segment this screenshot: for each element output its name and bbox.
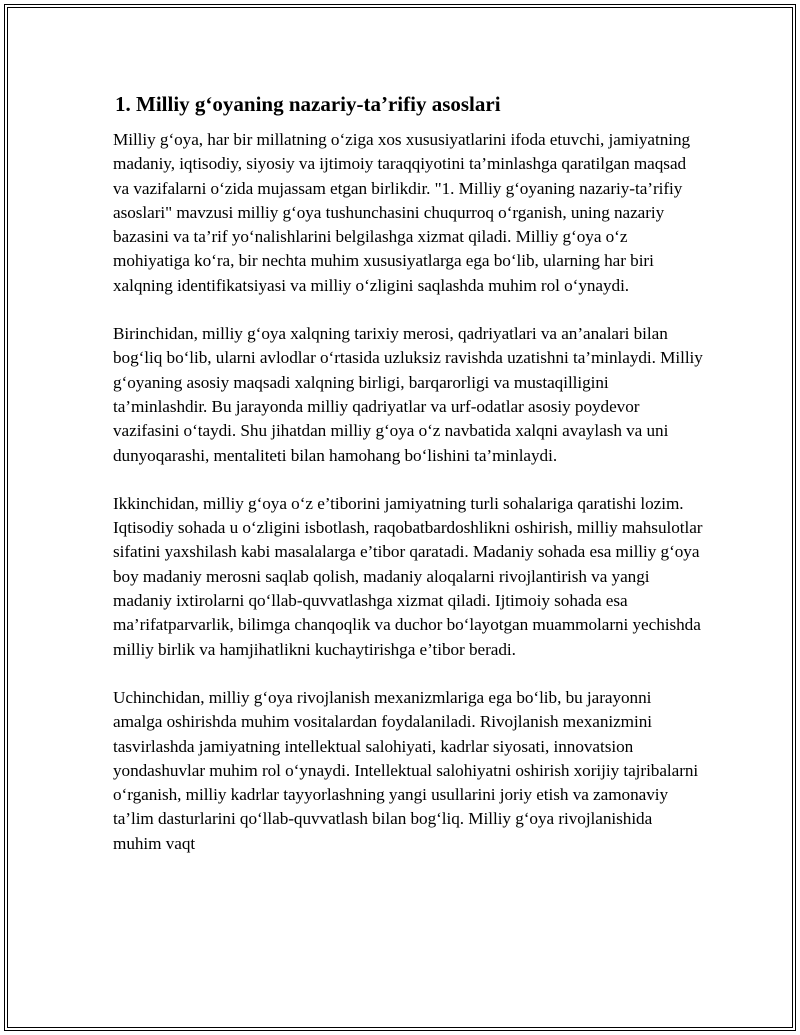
- paragraph-first: Birinchidan, milliy g‘oya xalqning tarixiy merosi, qadriyatlari va an’analari bilan bog‘liq bo‘lib, ularni avlodlar o‘rtasida uzluksiz ravishda uzatishni ta’minlaydi. Milliy g‘oyaning asosiy maqsadi xalqning birligi, barqarorligi va mustaqilligini ta’minlashdir. Bu jarayonda milliy qadriyatlar va urf-odatlar asosiy poydevor vazifasini o‘taydi. Shu jihatdan milliy g‘oya o‘z navbatida xalqni avaylash va uni dunyoqarashi, mentaliteti bilan hamohang bo‘lishini ta’minlaydi.: [113, 324, 703, 465]
- document-body: [113, 90, 703, 880]
- paragraph-third: Uchinchidan, milliy g‘oya rivojlanish mexanizmlariga ega bo‘lib, bu jarayonni amalga oshirishda muhim vositalardan foydalaniladi. Rivojlanish mexanizmini tasvirlashda jamiyatning intellektual salohiyati, kadrlar siyosati, innovatsion yondashuvlar muhim rol o‘ynaydi. Intellektual salohiyatni oshirish xorijiy tajribalarni o‘rganish, milliy kadrlar tayyorlashning yangi usullarini joriy etish va zamonaviy ta’lim dasturlarini qo‘llab-quvvatlash bilan bog‘liq. Milliy g‘oya rivojlanishida muhim vaqt: [113, 687, 699, 853]
- paragraph-intro: Milliy g‘oya, har bir millatning o‘ziga xos xususiyatlarini ifoda etuvchi, jamiyatning madaniy, iqtisodiy, siyosiy va ijtimoiy taraqqiyotini ta’minlashga qaratilgan maqsad va vazifalarni o‘zida mujassam etgan birlikdir. "1. Milliy g‘oyaning nazariy-ta’rifiy asoslari" mavzusi milliy g‘oya tushunchasini chuqurroq o‘rganish, uning nazariy bazasini va ta’rif yo‘nalishlarini belgilashga xizmat qiladi. Milliy g‘oya o‘z mohiyatiga ko‘ra, bir nechta muhim xususiyatlarga ega bo‘lib, ularning har biri xalqning identifikatsiyasi va milliy o‘zligini saqlashda muhim rol o‘ynaydi.: [113, 130, 691, 295]
- document-title: 1. Milliy g‘oyaning nazariy-ta’rifiy asoslari: [115, 92, 501, 116]
- paragraph-second: Ikkinchidan, milliy g‘oya o‘z e’tiborini jamiyatning turli sohalariga qaratishi lozim. Iqtisodiy sohada u o‘zligini isbotlash, raqobatbardoshlikni oshirish, milliy mahsulotlar sifatini yaxshilash kabi masalalarga e’tibor qaratadi. Madaniy sohada esa milliy g‘oya boy madaniy merosni saqlab qolish, madaniy aloqalarni rivojlantirish va yangi madaniy ixtirolarni qo‘llab-quvvatlashga xizmat qiladi. Ijtimoiy sohada esa ma’rifatparvarlik, bilimga chanqoqlik va duchor bo‘layotgan muammolarni yechishda milliy birlik va hamjihatlikni kuchaytirishga e’tibor beradi.: [113, 493, 703, 659]
